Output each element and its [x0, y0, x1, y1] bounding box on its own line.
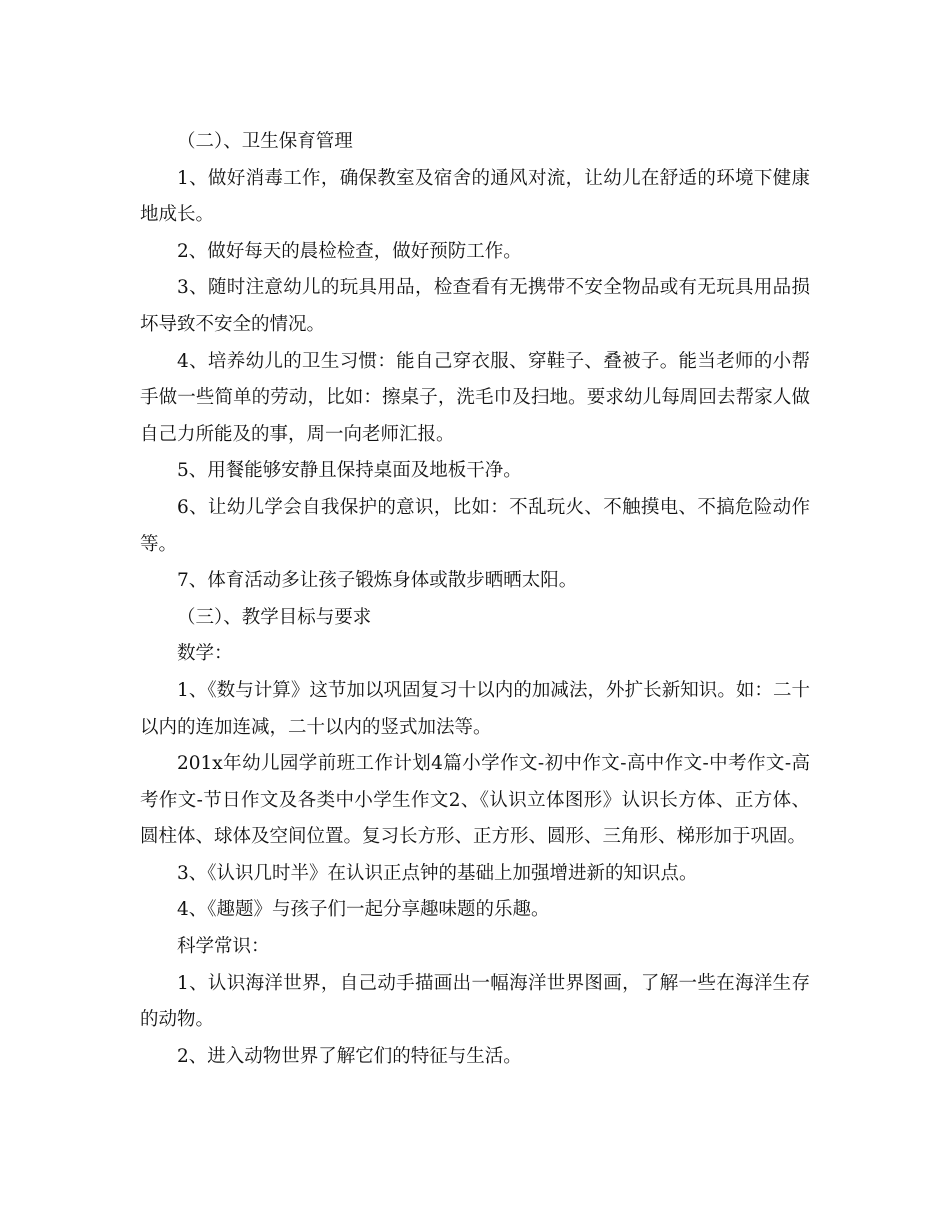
paragraph: 3、《认识几时半》在认识正点钟的基础上加强增进新的知识点。	[177, 862, 698, 884]
paragraph: 6、让幼儿学会自我保护的意识，比如：不乱玩火、不触摸电、不搞危险动作等。	[140, 496, 810, 555]
paragraph: 3、随时注意幼儿的玩具用品，检查看有无携带不安全物品或有无玩具用品损坏导致不安全的情况。	[140, 277, 810, 335]
paragraph: 1、《数与计算》这节加以巩固复习十以内的加减法，外扩长新知识。如：二十以内的连加连减，二十以内的竖式加法等。	[140, 679, 810, 738]
paragraph: 4、《趣题》与孩子们一起分享趣味题的乐趣。	[177, 899, 550, 921]
paragraph: 2、做好每天的晨检检查，做好预防工作。	[177, 240, 522, 262]
paragraph: 201x年幼儿园学前班工作计划4篇小学作文-初中作文-高中作文-中考作文-高考作文-节日作文及各类中小学生作文2、《认识立体图形》认识长方体、正方体、圆柱体、球体及空间位置。复习长方形、正方形、圆形、三角形、梯形加于巩固。	[140, 753, 810, 848]
section-heading-teaching-goals: （三）、教学目标与要求	[177, 606, 372, 628]
paragraph: 2、进入动物世界了解它们的特征与生活。	[177, 1045, 522, 1067]
paragraph: 5、用餐能够安静且保持桌面及地板干净。	[177, 460, 522, 482]
paragraph: 1、认识海洋世界，自己动手描画出一幅海洋世界图画，了解一些在海洋生存的动物。	[140, 972, 810, 1031]
subheading-science: 科学常识：	[177, 936, 270, 958]
subheading-math: 数学：	[177, 643, 233, 665]
paragraph: 4、培养幼儿的卫生习惯：能自己穿衣服、穿鞋子、叠被子。能当老师的小帮手做一些简单的劳动，比如：擦桌子，洗毛巾及扫地。要求幼儿每周回去帮家人做自己力所能及的事，周一向老师汇报。	[140, 350, 810, 445]
paragraph: 7、体育活动多让孩子锻炼身体或散步晒晒太阳。	[177, 570, 578, 592]
section-heading-hygiene: （二）、卫生保育管理	[177, 131, 353, 152]
document-body	[140, 124, 810, 1075]
paragraph: 1、做好消毒工作，确保教室及宿舍的通风对流，让幼儿在舒适的环境下健康地成长。	[140, 167, 810, 226]
